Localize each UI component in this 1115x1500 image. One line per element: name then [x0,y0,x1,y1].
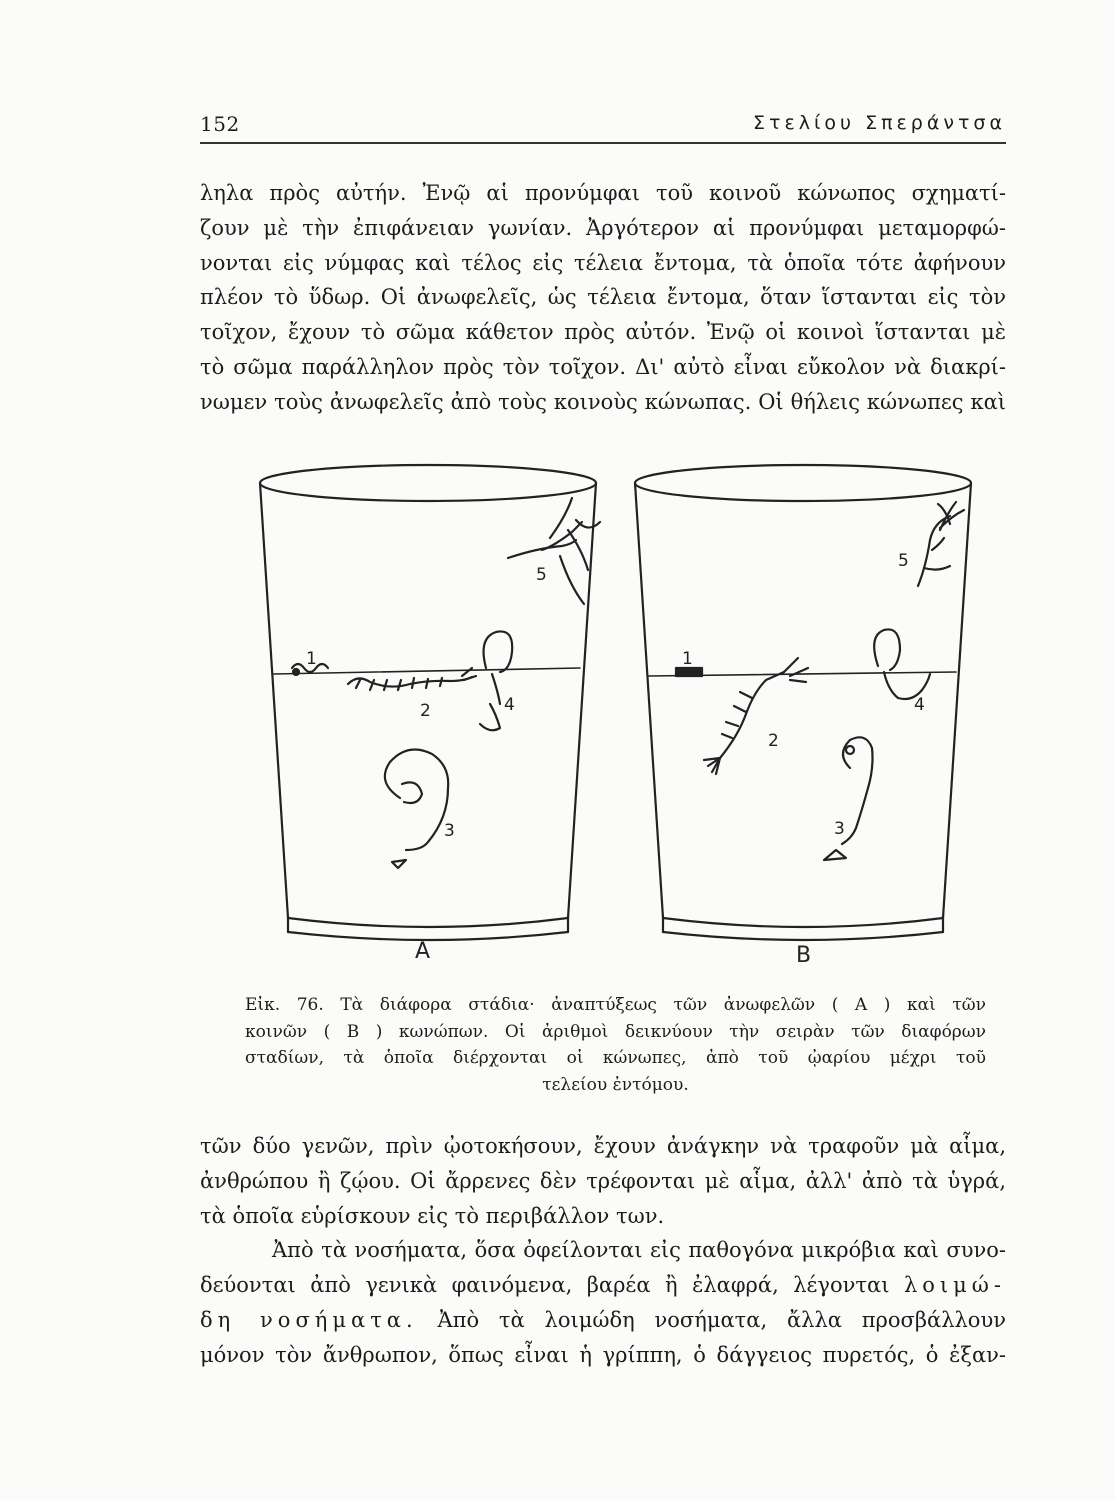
culex-egg-raft-icon [676,668,702,676]
stage-number-b: 2 [768,731,779,751]
text-line: ἀνθρώπου ἢ ζῴου. Οἱ ἄρρενες δὲν τρέφονται μὲ αἷμα, ἀλλ' ἀπὸ τὰ ὑγρά, [200,1168,1006,1193]
anopheles-pupa-curled-icon [385,750,448,869]
text-line: νωμεν τοὺς ἀνωφελεῖς ἀπὸ τοὺς κοινοὺς κώνωπας. Οἱ θήλεις κώνωπες καὶ [200,389,1006,414]
caption-line: κοινῶν ( B ) κωνώπων. Οἱ ἀριθμοὶ δεικνύουν τὴν σειρὰν τῶν διαφόρων [245,1021,986,1042]
caption-line: τελείου ἐντόμου. [542,1074,689,1095]
stage-number-a: 3 [444,821,455,841]
stage-number-b: 5 [898,551,909,571]
text-line: ζουν μὲ τὴν ἐπιφάνειαν γωνίαν. Ἀργότερον αἱ προνύμφαι μεταμορφώ- [200,215,1006,240]
body-text-bottom [200,1129,1006,1373]
text-line [200,1303,1006,1338]
page-number: 152 [200,112,240,136]
anopheles-adult-icon [508,498,600,604]
text-line: Ἀπὸ τὰ νοσήματα, ὅσα ὀφείλονται εἰς παθογόνα μικρόβια καὶ συνο- [272,1238,1006,1263]
text-line: ληλα πρὸς αὐτήν. Ἐνῷ αἱ προνύμφαι τοῦ κοινοῦ κώνωπος σχηματί- [200,181,1006,205]
stage-number-b: 4 [914,695,925,715]
stage-number-b: 3 [834,819,845,839]
emphasized-term: λοιμώ- [903,1273,1006,1298]
culex-pupa-icon [874,629,930,699]
water-surface-a [274,668,580,674]
text-line: πλέον τὸ ὕδωρ. Οἱ ἀνωφελεῖς, ὡς τέλεια ἔντομα, ὅταν ἵστανται εἰς τὸν [200,285,1006,310]
figure-mosquito-stages [250,458,990,978]
text-line: νονται εἰς νύμφας καὶ τέλος εἰς τέλεια ἔντομα, τὰ ὁποῖα τότε ἀφήνουν [200,250,1006,275]
caption-line: σταδίων, τὰ ὁποῖα διέρχονται οἱ κώνωπες, ἀπὸ τοῦ ᾠαρίου μέχρι τοῦ [245,1048,986,1068]
text-line [200,1268,1006,1303]
culex-pupa-curled-icon [824,737,873,860]
culex-adult-icon [918,502,964,586]
page-header [200,112,1006,144]
text-line: μόνον τὸν ἄνθρωπον, ὅπως εἶναι ἡ γρίππη, ὁ δάγγειος πυρετός, ὁ ἐξαν- [200,1342,1006,1367]
stage-number-a: 4 [504,695,515,715]
stage-number-a: 2 [420,701,431,721]
text-line: τοῖχον, ἔχουν τὸ σῶμα κάθετον πρὸς αὐτόν. Ἐνῷ οἱ κοινοὶ ἵστανται μὲ [200,320,1006,345]
stage-number-a: 5 [536,565,547,585]
text-line: τὸ σῶμα παράλληλον πρὸς τὸν τοῖχον. Δι' αὐτὸ εἶναι εὔκολον νὰ διακρί- [200,354,1006,379]
stage-number-b: 1 [682,649,693,669]
text-fragment: δεύονται ἀπὸ γενικὰ φαινόμενα, βαρέα ἢ ἐλαφρά, λέγονται [200,1273,890,1298]
text-fragment: Ἀπὸ τὰ λοιμώδη νοσήματα, ἄλλα προσβάλλουν [437,1307,1006,1332]
caption-line: Εἰκ. 76. Τὰ διάφορα στάδια· ἀναπτύξεως τῶν ἀνωφελῶν ( A ) καὶ τῶν [245,995,986,1015]
body-text-top [200,176,1006,420]
emphasized-term: δη νοσήματα. [200,1307,418,1332]
text-line: τῶν δύο γενῶν, πρὶν ᾠοτοκήσουν, ἔχουν ἀνάγκην νὰ τραφοῦν μὰ αἷμα, [200,1134,1006,1158]
stage-number-a: 1 [306,649,317,669]
anopheles-pupa-icon [480,631,512,730]
glass-a-label: A [415,939,431,964]
text-line: τὰ ὁποῖα εὑρίσκουν εἰς τὸ περιβάλλον των. [200,1203,665,1228]
glass-b-label: B [796,943,812,968]
figure-caption [245,992,986,1098]
running-head: Στελίου Σπεράντσα [753,112,1006,134]
